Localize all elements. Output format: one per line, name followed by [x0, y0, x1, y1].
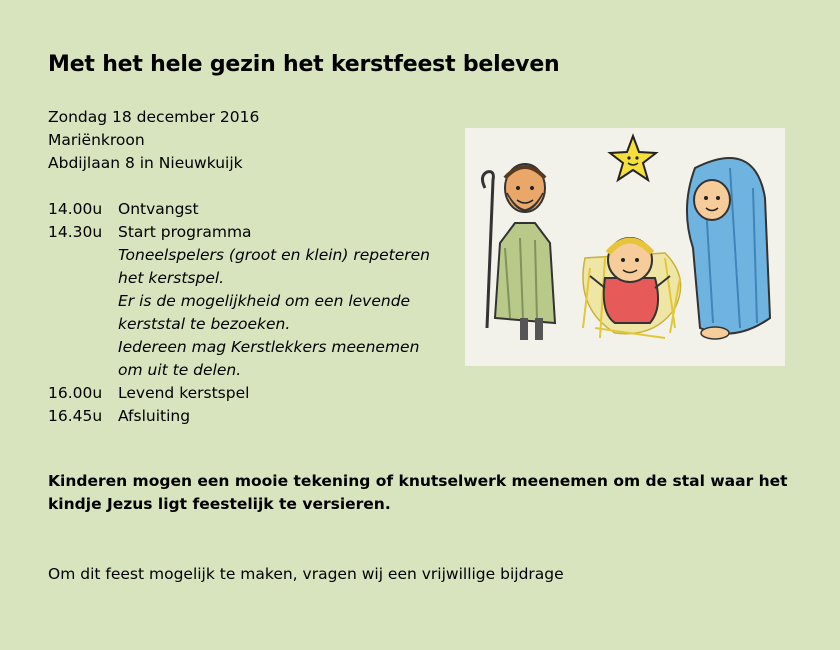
schedule [48, 198, 430, 428]
schedule-row [48, 405, 430, 428]
event-venue: Mariënkroon [48, 131, 145, 149]
schedule-label: Ontvangst [118, 200, 199, 218]
schedule-time: 16.45u [48, 407, 103, 425]
nativity-illustration [465, 128, 785, 366]
schedule-row [48, 221, 430, 244]
mary-figure [687, 158, 770, 339]
programme-detail-line: om uit te delen. [118, 361, 242, 379]
schedule-time: 14.30u [48, 223, 103, 241]
schedule-time: 14.00u [48, 200, 103, 218]
programme-detail-line: Iedereen mag Kerstlekkers meenemen [118, 338, 420, 356]
event-info [48, 106, 259, 175]
children-note: Kinderen mogen een mooie tekening of knutselwerk meenemen om de stal waar het kindje Jezus ligt feestelijk te versieren. [48, 472, 788, 513]
page-title: Met het hele gezin het kerstfeest beleven [48, 52, 560, 77]
schedule-row [48, 198, 430, 221]
schedule-row [48, 382, 430, 405]
event-address: Abdijlaan 8 in Nieuwkuijk [48, 154, 243, 172]
schedule-label: Afsluiting [118, 407, 191, 425]
programme-detail-line: Er is de mogelijkheid om een levende [118, 292, 411, 310]
event-date: Zondag 18 december 2016 [48, 108, 260, 126]
schedule-time: 16.00u [48, 384, 103, 402]
programme-detail-line: kerststal te bezoeken. [118, 315, 291, 333]
programme-detail-line: Toneelspelers (groot en klein) repeteren [118, 246, 430, 264]
programme-detail-line: het kerstspel. [118, 269, 225, 287]
schedule-label: Levend kerstspel [118, 384, 250, 402]
schedule-label: Start programma [118, 223, 252, 241]
contribution-footer: Om dit feest mogelijk te maken, vragen wij een vrijwillige bijdrage [48, 565, 564, 583]
